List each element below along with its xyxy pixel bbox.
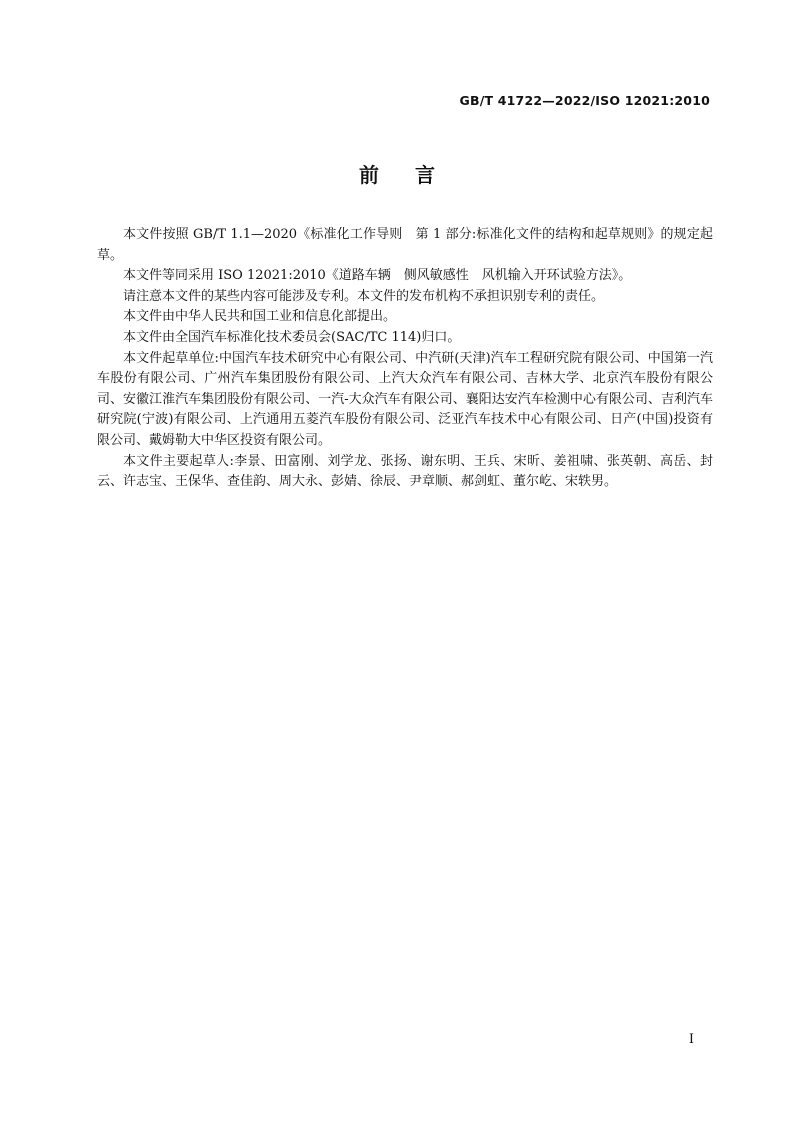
- page-number: I: [688, 1032, 694, 1047]
- paragraph-patent-notice: 请注意本文件的某些内容可能涉及专利。本文件的发布机构不承担识别专利的责任。: [123, 288, 605, 304]
- paragraph-drafting-rules: 本文件按照 GB/T 1.1—2020《标准化工作导则 第 1 部分:标准化文件的结构和起草规则》的规定起草。: [97, 227, 713, 263]
- paragraph-committee: 本文件由全国汽车标准化技术委员会(SAC/TC 114)归口。: [123, 329, 461, 345]
- paragraph-adoption: 本文件等同采用 ISO 12021:2010《道路车辆 侧风敏感性 风机输入开环试验方法》。: [123, 268, 632, 284]
- paragraph-drafters: 本文件主要起草人:李景、田富刚、刘学龙、张扬、谢东明、王兵、宋昕、姜祖啸、张英朝、高岳、封云、许志宝、王保华、查佳韵、周大永、彭婧、徐辰、尹章顺、郝剑虹、董尔屹、宋轶男。: [97, 453, 713, 490]
- body-text: [97, 225, 713, 493]
- paragraph-drafting-units: 本文件起草单位:中国汽车技术研究中心有限公司、中汽研(天津)汽车工程研究院有限公司、中国第一汽车股份有限公司、广州汽车集团股份有限公司、上汽大众汽车有限公司、吉林大学、北京汽车股份有限公司、安徽江淮汽车集团股份有限公司、一汽-大众汽车有限公司、襄阳达安汽车检测中心有限公司、吉利汽车研究院(宁波)有限公司、上汽通用五菱汽车股份有限公司、泛亚汽车技术中心有限公司、日产(中国)投资有限公司、戴姆勒大中华区投资有限公司。: [97, 350, 713, 448]
- page-title: 前言: [359, 163, 471, 187]
- document-code: GB/T 41722—2022/ISO 12021:2010: [459, 93, 710, 108]
- paragraph-proposer: 本文件由中华人民共和国工业和信息化部提出。: [123, 309, 397, 325]
